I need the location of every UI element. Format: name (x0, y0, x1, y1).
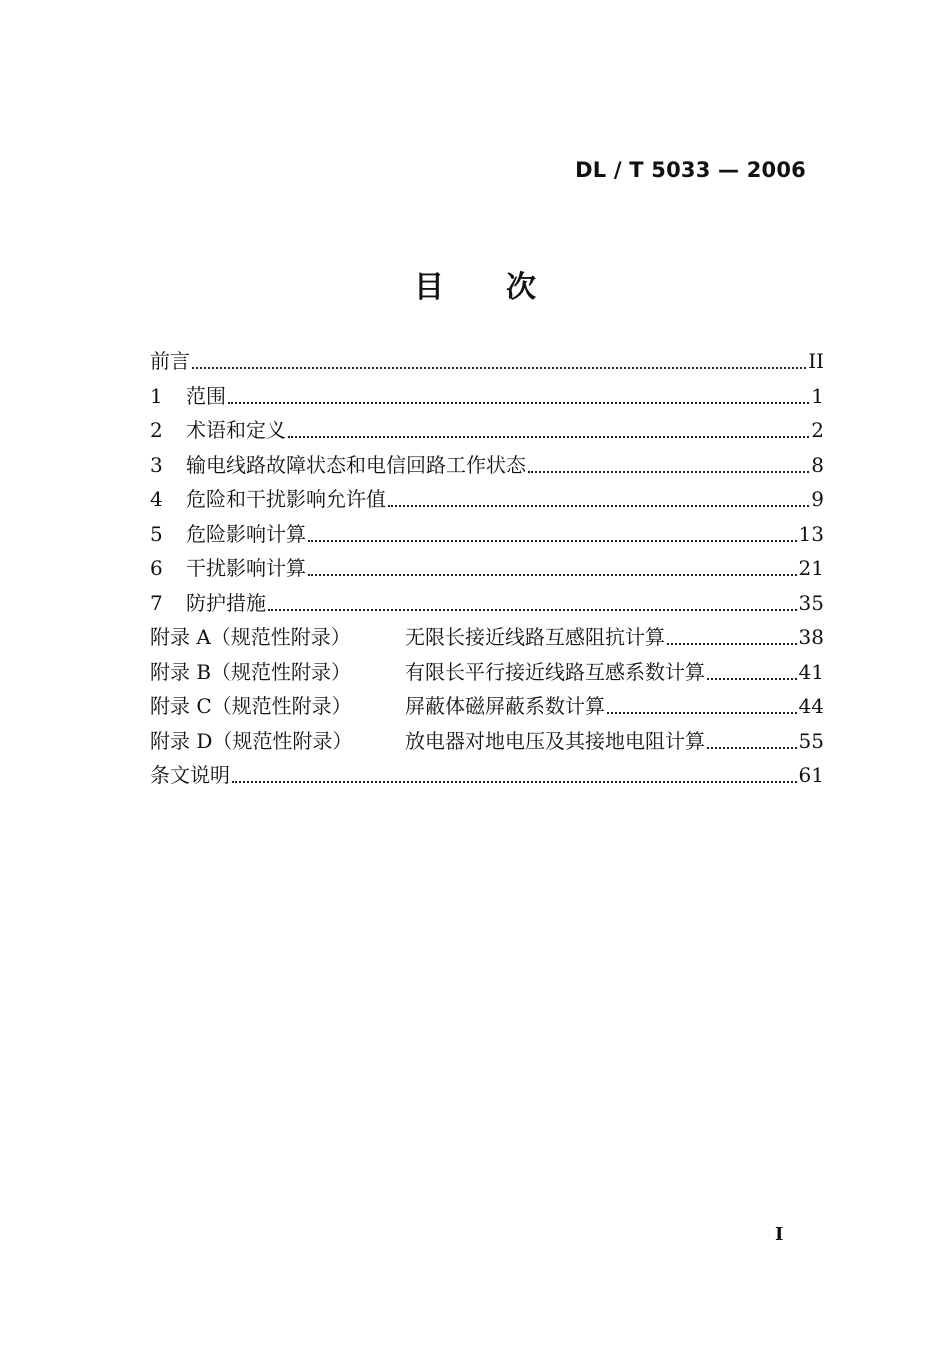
toc-entry-label: 屏蔽体磁屏蔽系数计算 (405, 694, 605, 718)
toc-leader-dots (268, 609, 797, 611)
toc-leader-dots (667, 643, 797, 645)
toc-entry-page: 41 (798, 659, 824, 684)
toc-leader-dots (288, 436, 809, 438)
toc-entry-page: 55 (798, 728, 824, 753)
toc-entry-label: 防护措施 (186, 590, 266, 615)
toc-entry-3[interactable] (150, 449, 824, 484)
toc-entry-4[interactable] (150, 483, 824, 518)
toc-entry-page: II (808, 349, 824, 373)
toc-entry-number: 7 (150, 590, 163, 615)
toc-entry-appendix-a[interactable] (150, 621, 824, 656)
toc-entry-6[interactable] (150, 552, 824, 587)
toc-entry-page: 61 (798, 763, 824, 787)
toc-entry-page: 9 (811, 487, 824, 511)
toc-entry-appendix-prefix: 附录 B（规范性附录） (150, 659, 352, 684)
toc-leader-dots (607, 712, 797, 714)
toc-title-char-2: 次 (506, 270, 536, 305)
toc-entry-page: 44 (798, 694, 824, 718)
document-code: DL / T 5033 — 2006 (575, 158, 806, 182)
toc-entry-7[interactable] (150, 587, 824, 622)
toc-entry-5[interactable] (150, 518, 824, 553)
toc-leader-dots (528, 471, 809, 473)
toc-entry-page: 21 (798, 556, 824, 580)
toc-leader-dots (707, 678, 797, 680)
toc-entry-page: 1 (811, 383, 824, 408)
toc-leader-dots (228, 402, 809, 404)
toc-entry-label: 有限长平行接近线路互感系数计算 (405, 659, 705, 684)
toc-entry-label: 输电线路故障状态和电信回路工作状态 (186, 452, 526, 477)
toc-entry-preface[interactable] (150, 345, 824, 380)
toc-entry-page: 38 (798, 625, 824, 649)
toc-entry-appendix-prefix: 附录 A（规范性附录） (150, 625, 351, 649)
toc-entry-page: 13 (798, 521, 824, 546)
toc-entry-label: 危险影响计算 (186, 521, 306, 546)
toc-leader-dots (707, 747, 797, 749)
toc-entry-label: 危险和干扰影响允许值 (186, 487, 386, 511)
toc-entry-label: 范围 (186, 383, 226, 408)
toc-title-char-1: 目 (414, 270, 444, 305)
toc-entry-page: 8 (811, 452, 824, 477)
toc-entry-1[interactable] (150, 380, 824, 415)
toc-entry-label: 干扰影响计算 (186, 556, 306, 580)
toc-entry-label: 条文说明 (150, 763, 230, 787)
toc-entry-page: 35 (798, 590, 824, 615)
toc-entry-number: 3 (150, 452, 163, 477)
toc-entry-appendix-prefix: 附录 D（规范性附录） (150, 728, 353, 753)
toc-entry-explanation[interactable] (150, 759, 824, 794)
toc-entry-page: 2 (811, 418, 824, 442)
toc-entry-number: 5 (150, 521, 163, 546)
toc-entry-number: 1 (150, 383, 163, 408)
toc-entry-appendix-d[interactable] (150, 725, 824, 760)
toc-entry-appendix-b[interactable] (150, 656, 824, 691)
toc-entry-appendix-c[interactable] (150, 690, 824, 725)
toc-entry-number: 6 (150, 556, 163, 580)
table-of-contents (150, 345, 824, 794)
toc-entry-number: 2 (150, 418, 163, 442)
toc-entry-label: 术语和定义 (186, 418, 286, 442)
toc-entry-number: 4 (150, 487, 163, 511)
toc-entry-appendix-prefix: 附录 C（规范性附录） (150, 694, 352, 718)
toc-entry-label: 无限长接近线路互感阻抗计算 (405, 625, 665, 649)
toc-entry-label: 前言 (150, 349, 190, 373)
toc-leader-dots (308, 574, 797, 576)
page-number: I (775, 1224, 784, 1245)
toc-leader-dots (232, 781, 797, 783)
toc-entry-2[interactable] (150, 414, 824, 449)
toc-title (0, 262, 950, 306)
toc-entry-label: 放电器对地电压及其接地电阻计算 (405, 728, 705, 753)
toc-leader-dots (192, 367, 806, 369)
toc-leader-dots (308, 540, 797, 542)
toc-leader-dots (388, 505, 809, 507)
